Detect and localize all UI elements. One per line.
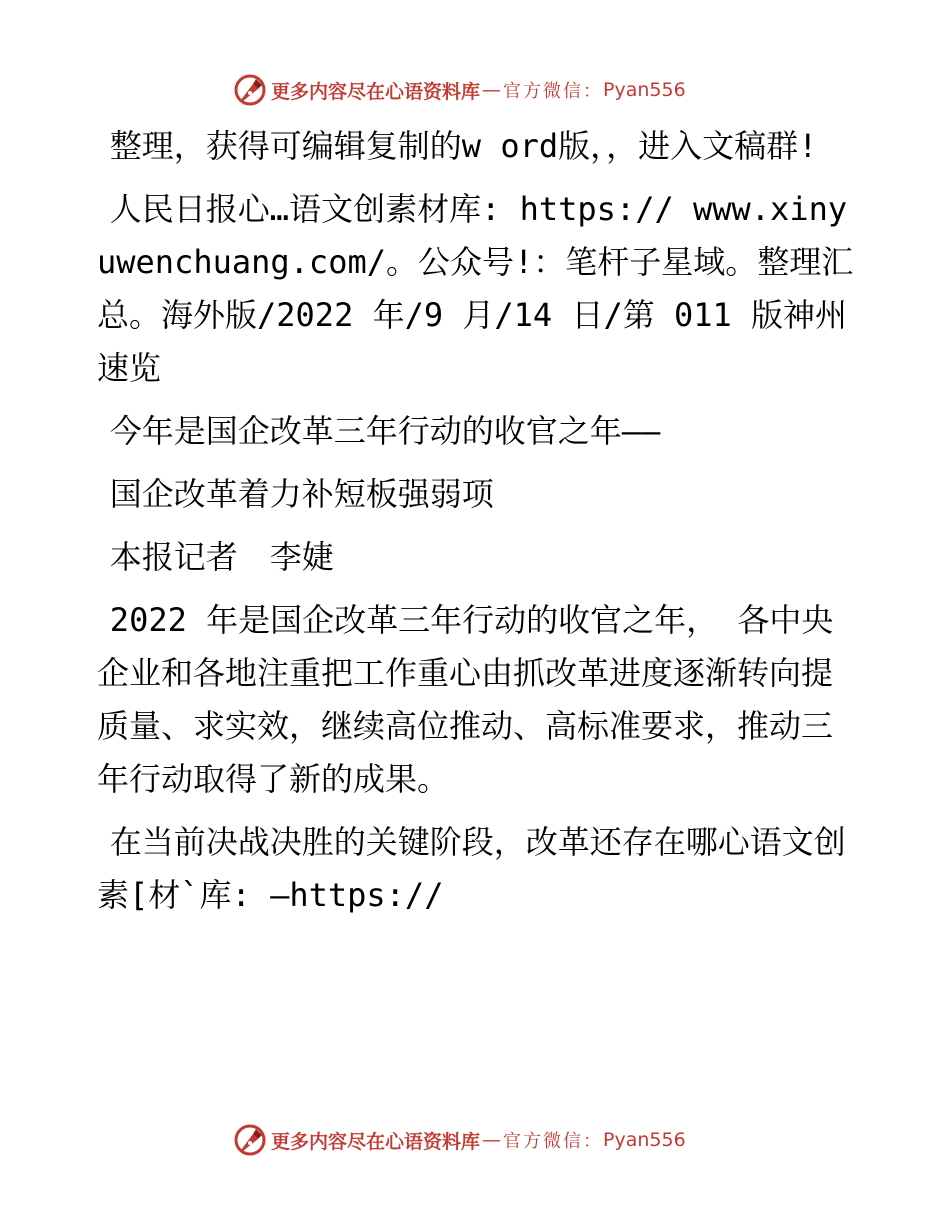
paragraph-body-1: 2022 年是国企改革三年行动的收官之年， 各中央企业和各地注重把工作重心由抓改革进度逐渐转向提质量、求实效，继续高位推动、高标准要求，推动三年行动取得了新的成果。 bbox=[97, 601, 834, 798]
watermark-wechat-id: Pyan556 bbox=[603, 1129, 686, 1151]
article-kicker: 今年是国企改革三年行动的收官之年—— bbox=[109, 412, 661, 450]
document-body bbox=[97, 120, 857, 932]
watermark-wechat-label: 官方微信： bbox=[503, 1131, 604, 1152]
footer-watermark bbox=[233, 1122, 686, 1158]
pen-nib-logo-icon bbox=[233, 1123, 267, 1157]
article-headline: 国企改革着力补短板强弱项 bbox=[109, 475, 494, 513]
paragraph-source: 人民日报心…语文创素材库: https:// www.xinyuwenchuang.com/。公众号!：笔杆子星域。整理汇总。海外版/2022 年/9 月/14 日/第 011 版神州速览 bbox=[97, 190, 854, 387]
watermark-text: 更多内容尽在心语资料库 bbox=[271, 80, 481, 103]
article-byline: 本报记者 李婕 bbox=[109, 538, 334, 576]
watermark-dash: — bbox=[482, 79, 502, 101]
watermark-text: 更多内容尽在心语资料库 bbox=[271, 1130, 481, 1153]
watermark-dash: — bbox=[482, 1129, 502, 1151]
pen-nib-logo-icon bbox=[233, 73, 267, 107]
watermark-wechat-id: Pyan556 bbox=[603, 79, 686, 101]
header-watermark bbox=[233, 72, 686, 108]
paragraph-body-2: 在当前决战决胜的关键阶段，改革还存在哪心语文创素[材`库: —https:// bbox=[97, 823, 846, 914]
watermark-wechat-label: 官方微信： bbox=[503, 81, 604, 102]
paragraph-intro: 整理，获得可编辑复制的w ord版，，进入文稿群! bbox=[109, 127, 818, 165]
